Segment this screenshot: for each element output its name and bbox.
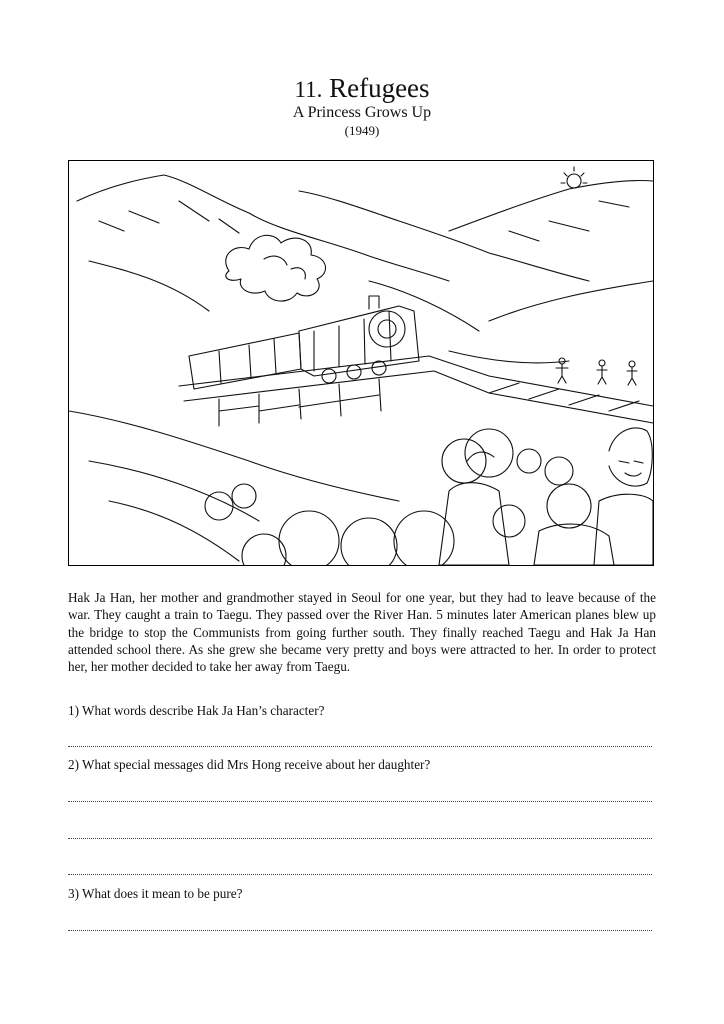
illustration-frame bbox=[68, 160, 654, 566]
mountain-slope-right bbox=[489, 281, 653, 321]
train-crossing-bridge-illustration bbox=[69, 161, 653, 565]
answer-line-1[interactable] bbox=[68, 746, 652, 747]
sun bbox=[567, 174, 581, 188]
answer-line-2c[interactable] bbox=[68, 874, 652, 875]
answer-line-3[interactable] bbox=[68, 930, 652, 931]
train-carriages bbox=[189, 333, 301, 389]
mountain-ridge-center bbox=[299, 191, 589, 281]
worksheet-number: 11. bbox=[294, 77, 323, 102]
answer-line-2a[interactable] bbox=[68, 801, 652, 802]
mountain-ridge-left bbox=[77, 175, 449, 281]
refugee-crowd bbox=[205, 428, 653, 565]
question-2: 2) What special messages did Mrs Hong receive about her daughter? bbox=[68, 757, 431, 772]
river-bank bbox=[69, 411, 399, 501]
story-paragraph: Hak Ja Han, her mother and grandmother stayed in Seoul for one year, but they had to leave because of the war. They caught a train to Taegu. They passed over the River Han. 5 minutes later American planes blew up the bridge to stop the Communists from going further south. They finally reached Taegu and Hak Ja Han attended school there. As she grew she became very pretty and boys were attracted to her. In order to protect her, her mother decided to take her away from Taegu. bbox=[68, 590, 656, 675]
answer-line-2b[interactable] bbox=[68, 838, 652, 839]
worksheet-subtitle: A Princess Grows Up bbox=[292, 104, 432, 121]
worksheet-title bbox=[0, 72, 724, 106]
question-1: 1) What words describe Hak Ja Han’s character? bbox=[68, 703, 325, 718]
worksheet-title-text: Refugees bbox=[329, 73, 430, 103]
question-3: 3) What does it mean to be pure? bbox=[68, 886, 243, 901]
smoke-cloud bbox=[226, 235, 326, 301]
worksheet-year: (1949) bbox=[344, 123, 380, 138]
